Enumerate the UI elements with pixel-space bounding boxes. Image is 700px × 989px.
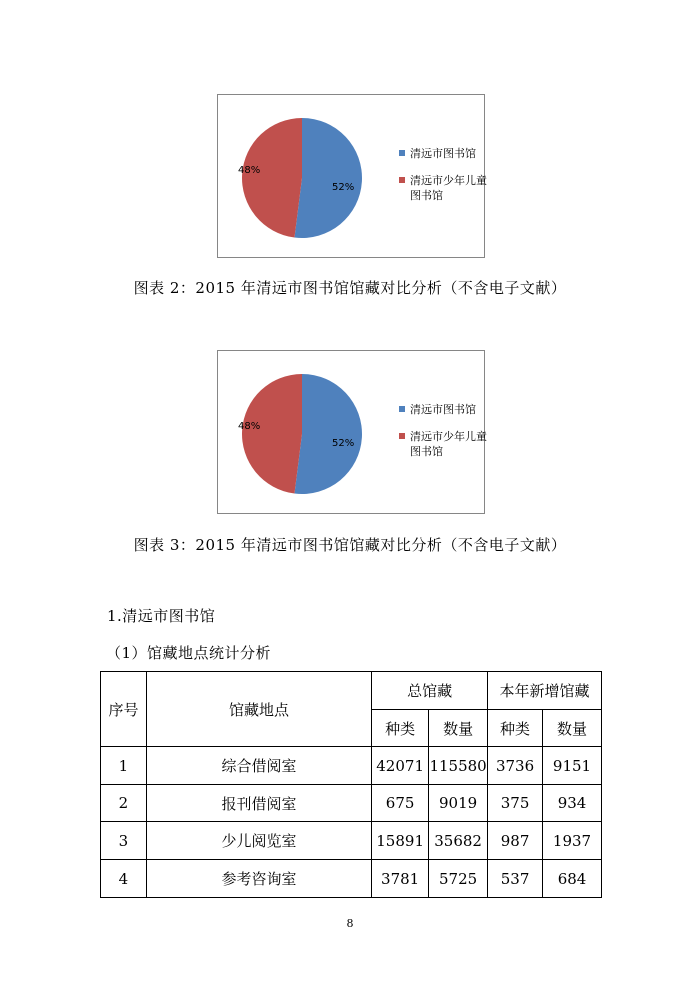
page-number: 8 [346,917,354,930]
cell-new-kinds: 375 [488,785,543,822]
table-row [101,822,602,860]
legend-swatch [399,406,405,412]
cell-total-kinds: 675 [372,785,429,822]
cell-new-kinds: 537 [488,860,543,898]
legend-swatch [399,177,405,183]
cell-new-count: 1937 [543,822,602,860]
cell-total-count: 5725 [429,860,488,898]
cell-total-kinds: 42071 [372,747,429,785]
legend-item [399,429,490,459]
pie-label-1: 52% [332,182,355,193]
cell-total-count: 35682 [429,822,488,860]
pie-chart-2 [217,350,485,514]
legend-label: 清远市图书馆 [410,147,476,160]
cell-index: 4 [101,860,147,898]
cell-location: 参考咨询室 [146,860,371,898]
legend-label: 清远市图书馆 [410,403,476,416]
legend-item [399,402,490,417]
pie-label-2: 48% [238,421,261,432]
header-total-collection: 总馆藏 [372,672,488,710]
cell-new-count: 9151 [543,747,602,785]
table-row [101,785,602,822]
table-row [101,860,602,898]
header-new-count: 数量 [543,710,602,747]
header-total-count: 数量 [429,710,488,747]
pie-chart-1 [217,94,485,258]
cell-total-kinds: 3781 [372,860,429,898]
pie-slice-2 [242,118,302,238]
header-index: 序号 [101,672,147,747]
cell-location: 报刊借阅室 [146,785,371,822]
figure-caption: 图表 2：2015 年清远市图书馆馆藏对比分析（不含电子文献） [133,279,567,297]
legend-label: 清远市少年儿童图书馆 [410,430,487,458]
collection-location-table [100,671,602,898]
cell-total-count: 9019 [429,785,488,822]
cell-location: 少儿阅览室 [146,822,371,860]
table-row [101,747,602,785]
pie-slice-1 [294,118,362,238]
cell-new-count: 684 [543,860,602,898]
chart-legend [399,146,490,215]
cell-index: 1 [101,747,147,785]
legend-label: 清远市少年儿童图书馆 [410,174,487,202]
header-new-kinds: 种类 [488,710,543,747]
subsection-heading: （1）馆藏地点统计分析 [106,644,272,662]
pie-label-1: 52% [332,438,355,449]
cell-location: 综合借阅室 [146,747,371,785]
cell-new-count: 934 [543,785,602,822]
cell-new-kinds: 3736 [488,747,543,785]
cell-index: 3 [101,822,147,860]
header-new-collection: 本年新增馆藏 [488,672,602,710]
cell-total-kinds: 15891 [372,822,429,860]
cell-total-count: 115580 [429,747,488,785]
pie-slice-1 [294,374,362,494]
section-heading: 1.清远市图书馆 [107,607,216,625]
legend-item [399,146,490,161]
pie-slice-2 [242,374,302,494]
legend-swatch [399,150,405,156]
legend-item [399,173,490,203]
cell-index: 2 [101,785,147,822]
header-total-kinds: 种类 [372,710,429,747]
chart-legend [399,402,490,471]
figure-caption: 图表 3：2015 年清远市图书馆馆藏对比分析（不含电子文献） [133,536,567,554]
pie-label-2: 48% [238,165,261,176]
header-location: 馆藏地点 [146,672,371,747]
cell-new-kinds: 987 [488,822,543,860]
legend-swatch [399,433,405,439]
